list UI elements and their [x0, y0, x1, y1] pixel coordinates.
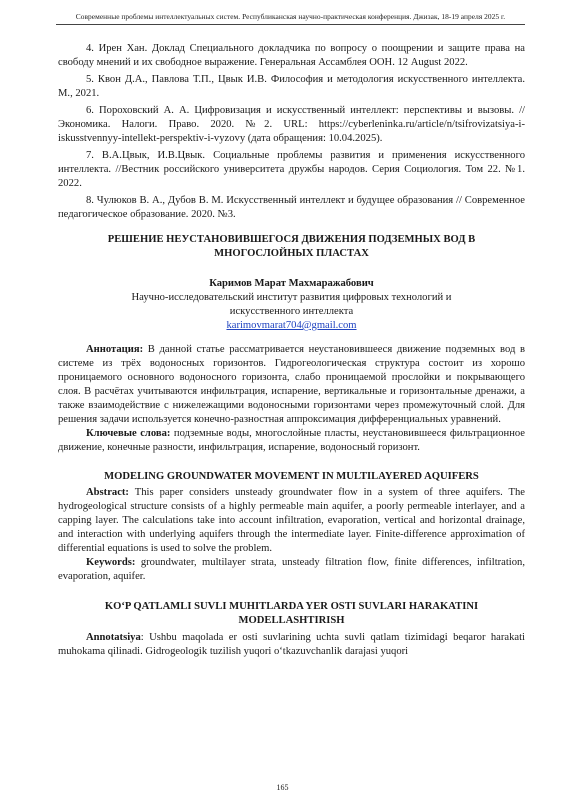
- affiliation-line-1: Научно-исследовательский институт развития цифровых технологий и: [131, 292, 452, 303]
- keywords-en: [58, 556, 525, 584]
- reference-item-8: 8. Чулюков В. А., Дубов В. М. Искусственный интеллект и будущее образования // Современное педагогическое образование. 2020. №3.: [58, 195, 525, 220]
- abstract-ru-text: В данной статье рассматривается неустановившееся движение подземных вод в системе из трёх водоносных горизонтов. Гидрогеологическая структура состоит из хорошо проницаемого основного водоносного горизонта, слабо проницаемой прослойки и покрывающего слоя. В расчётах учитываются инфильтрация, испарение, вертикальные и горизонтальные дренажи, а также взаимодействие с нижележащими водоносными горизонтами через промежуточный слой. Для решения задачи используется конечно-разностная аппроксимация дифференциальных уравнений.: [58, 344, 525, 425]
- abstract-uz-text: : Ushbu maqolada er osti suvlarining uchta suvli qatlam tizimidagi beqaror harakati muhokama qilinadi. Gidrogeologik tuzilish yuqori oʻtkazuvchanlik darajasi yuqori: [58, 632, 525, 657]
- keywords-ru-label: Ключевые слова:: [86, 428, 171, 439]
- abstract-uz-label: Annotatsiya: [86, 632, 141, 643]
- email-link[interactable]: karimovmarat704@gmail.com: [226, 320, 357, 331]
- article-title-uz: KOʻP QATLAMLI SUVLI MUHITLARDA YER OSTI SUVLARI HARAKATINI MODELLASHTIRISH: [104, 601, 479, 626]
- reference-list: [58, 42, 525, 222]
- keywords-ru-text: подземные воды, многослойные пласты, неустановившееся фильтрационное движение, конечные разности, инфильтрация, испарение, водоносный горизонт.: [58, 428, 525, 453]
- abstract-en-text: This paper considers unsteady groundwater flow in a system of three aquifers. The hydrogeological structure consists of a highly permeable main aquifer, a poorly permeable interlayer, and a capping layer. The calculations take into account infiltration, evaporation, vertical and horizontal drainage, and interaction with underlying aquifers through the intermediate layer. Finite-difference approximation of differential equations is used to solve the problem.: [58, 487, 525, 554]
- author-email: [58, 319, 525, 333]
- affiliation-line-2: искусственного интеллекта: [229, 306, 354, 317]
- abstract-ru: [58, 343, 525, 427]
- article-title-ru: РЕШЕНИЕ НЕУСТАНОВИВШЕГОСЯ ДВИЖЕНИЯ ПОДЗЕМНЫХ ВОД В МНОГОСЛОЙНЫХ ПЛАСТАХ: [107, 234, 476, 259]
- keywords-en-label: Keywords:: [86, 557, 136, 568]
- reference-item-7: 7. В.А.Цвык, И.В.Цвык. Социальные проблемы развития и применения искусственного интеллекта. //Вестник российского университета дружбы народов. Серия Социология. Том 22. №1. 2022.: [58, 150, 525, 189]
- reference-item-6: 6. Пороховский А. А. Цифровизация и искусственный интеллект: перспективы и вызовы. //Экономика. Налоги. Право. 2020. №2. URL: https://cyberleninka.ru/article/n/tsifrovizatsiya-i-iskusstvennyy-intellekt-perspektiv-i-vyzovy (дата обращения: 10.04.2025).: [58, 105, 525, 144]
- abstract-uz: [58, 631, 525, 659]
- article-title-en: MODELING GROUNDWATER MOVEMENT IN MULTILAYERED AQUIFERS: [104, 471, 479, 482]
- abstract-en: [58, 486, 525, 556]
- abstract-en-label: Abstract:: [86, 487, 129, 498]
- page-content: [58, 42, 525, 659]
- page-number: 165: [276, 783, 289, 792]
- running-header: Современные проблемы интеллектуальных систем. Республиканская научно-практическая конференция. Джизак, 18-19 апреля 2025 г.: [56, 12, 525, 25]
- reference-item-5: 5. Квон Д.А., Павлова Т.П., Цвык И.В. Философия и методология искусственного интеллекта. М., 2021.: [58, 74, 525, 99]
- keywords-ru: [58, 427, 525, 455]
- reference-item-4: 4. Ирен Хан. Доклад Специального докладчика по вопросу о поощрении и защите права на свободу мнений и их свободное выражение. Генеральная Ассамблея ООН. 12 August 2022.: [58, 43, 525, 68]
- abstract-ru-label: Аннотация:: [86, 344, 144, 355]
- keywords-en-text: groundwater, multilayer strata, unsteady filtration flow, finite differences, infiltration, evaporation, aquifer.: [58, 557, 525, 582]
- author-name: Каримов Марат Махмаражабович: [209, 278, 374, 289]
